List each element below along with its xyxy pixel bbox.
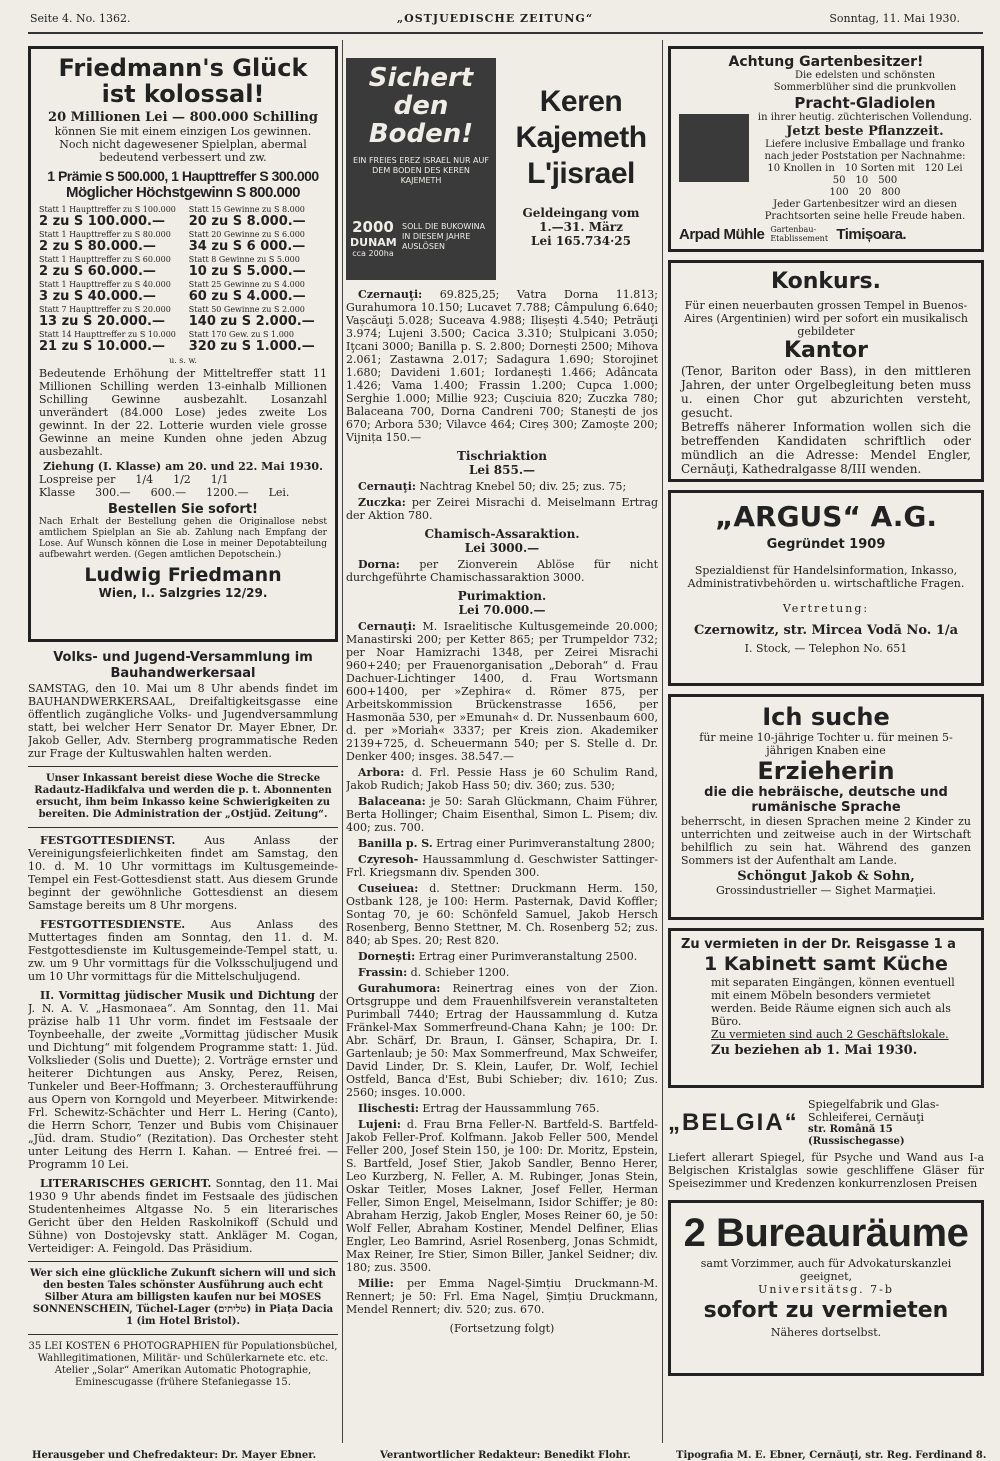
kk-entry	[346, 1118, 658, 1274]
prices-row	[39, 473, 327, 486]
konkurs-kantor: Kantor	[783, 338, 869, 363]
kk-entry	[346, 882, 658, 947]
page-header	[30, 12, 960, 32]
ad-title-2: ist kolossal!	[101, 80, 265, 108]
kk-text: per Zionverein Ablöse für nicht durchgeführte Chamischassaraktion 3000.	[346, 558, 658, 584]
garden-l3: in ihrer heutig. züchterischen Vollendung.	[757, 112, 973, 123]
column-right	[668, 40, 984, 1443]
prize-cell	[189, 330, 327, 354]
kk-entry	[346, 837, 658, 850]
garden-price-cell: 100	[829, 187, 849, 198]
kk-place: Frassin:	[358, 966, 408, 979]
prize-statt: Statt 15 Gewinne zu S 8.000	[188, 205, 305, 214]
kk-section-sum: Lei 3000.—	[464, 541, 540, 555]
kk-text: Nachtrag Knebel 50; div. 25; zus. 75;	[419, 480, 627, 493]
argus-stock: I. Stock, — Telephon No. 651	[744, 642, 908, 655]
prize-cell	[39, 305, 177, 329]
suche-name: Schöngut Jakob & Sohn,	[737, 869, 915, 884]
footer-printer: Tipografia M. E. Ebner, Cernăuţi, str. Reg. Ferdinand 8.	[676, 1450, 987, 1461]
kk-place: Milie:	[358, 1277, 394, 1290]
garden-ad	[668, 46, 984, 252]
news-text: der J. N. A. V. „Hasmonaea“. Am Sonntag, den 11. Mai präzise halb 11 Uhr vorm. findet im Festsaale der Toynbeehalle, der zweite „Vormittag jüdischer Musik und Dichtung“ mit folgendem Programme statt: 1. Jüd. Volkslieder (Solis und Duette); 2. Vorträge ernster und heiterer Dichtungen aus Ansky, Perez, Reisen, Tunkeler und Beer-Hoffmann; 3. Orchesteraufführung aus Opern von Korngold und Meyerbeer. Mitwirkende: Frl. Schewitz-Schächter und Herr L. Hering (Canto), die Herrn Schorr, Tenzer und Bubis vom Chișinauer „Jüd. dram. Studio“ (Rezitation). Das Orchester steht unter Leitung des Herrn I. Kahan. — Entreé frei. — Programm 10 Lei.	[28, 989, 338, 1171]
news-head: LITERARISCHES GERICHT.	[40, 1177, 212, 1190]
keren-list	[346, 288, 658, 1316]
kk-entry	[346, 950, 658, 963]
garden-price-row	[757, 187, 973, 199]
suche-l3: beherrscht, in diesen Sprachen meine 2 Kinder zu unterrichten und zeitweise auch in der Wirtschaft behilflich zu sein hat. Während des ganzen Sommers ist der Aufenthalt am Lande.	[681, 815, 971, 867]
volks-notice	[28, 650, 338, 760]
suche-erzieherin: Erzieherin	[757, 757, 895, 785]
news-text: Aus Anlass der Vereinigungsfeierlichkeiten findet am Samstag, den 10. d. M. 10 Uhr vormittags im Kultusgemeinde-Tempel ein Fest-Gottesdienst statt. Aus diesem Grunde beginnt der gewöhnliche Gottesdienst an diesem Samstage bereits um 8 Uhr morgens.	[28, 834, 338, 912]
belgia-r1: Spiegelfabrik und Glas-Schleiferei, Cernăuţi	[808, 1098, 940, 1124]
konkurs-l3: Betreffs näherer Information wollen sich die betreffenden Kandidaten schriftlich oder mündlich an die Adresse: Mendel Engler, Cernăuţi, Kathedralgasse 8/III wenden.	[681, 420, 971, 476]
kk-text: Ertrag einer Purimveranstaltung 2500.	[418, 950, 638, 963]
kk-text: per Zeirei Misrachi d. Meiselmann Ertrag der Aktion 780.	[346, 496, 658, 522]
kk-place: Dorna:	[358, 558, 400, 571]
garden-l4: Jetzt beste Pflanzzeit.	[786, 124, 944, 139]
inkasso-notice: Unser Inkassant bereist diese Woche die Strecke Radautz-Hadikfalva und werden die p. t. Abonnenten ersucht, ihm beim Inkasso keine Schwierigkeiten zu bereiten. Die Administration der „Ostjüd. Zeitung“.	[34, 773, 332, 820]
ad-usw: u. s. w.	[169, 356, 197, 365]
price-full: 1/1	[210, 473, 229, 486]
ad-millions: 20 Millionen Lei — 800.000 Schilling	[48, 110, 318, 125]
divider	[28, 827, 338, 828]
kk-entry	[346, 966, 658, 979]
klasse-row	[39, 486, 327, 499]
bureau-l2: Universitätsg. 7-b	[758, 1283, 894, 1296]
kk-entry	[346, 496, 658, 522]
footer-publisher: Herausgeber und Chefredakteur: Dr. Mayer Ebner.	[32, 1450, 317, 1461]
moses-ad: Wer sich eine glückliche Zukunft sichern will und sich den besten Tales schönster Ausführung auch echt Silber Atura am billigsten kaufen nur bei MOSES SONNENSCHEIN, Tüchel-Lager (טליתים) in Piața Dacia 1 (im Hotel Bristol).	[30, 1268, 336, 1327]
bureau-ad	[668, 1200, 984, 1376]
keren-poster	[346, 58, 496, 280]
kk-place: Dornești:	[358, 950, 416, 963]
kk-text: Reinertrag eines von der Zion. Ortsgruppe und dem Frauenhilfsverein veranstalteten Purimball 7440; Ertrag der Haussammlung d. Kutza Fränkel-Max Sommerfreund-Chana Kahn; je 100: Dr. Abr. Schärf, Dr. Braun, I. Gänser, Schapira, Dr. I. Gartenlaub; je 50: Max Sommerfreund, Max Schweifer, David Linder, Dr. S. Klein, Laufer, Dr. Wolf, Iechiel Ostfeld, Banca d'Est, Bubi Schieber; div. 1610; Zus. 2560; insges. 10.000.	[346, 982, 658, 1099]
suche-l1: für meine 10-jährige Tochter u. für meinen 5-jährigen Knaben eine	[699, 731, 953, 757]
kk-section-sum: Lei 70.000.—	[458, 603, 546, 617]
poster-dunam	[350, 218, 396, 258]
argus-vertretung: Vertretung:	[782, 602, 870, 615]
vermieten-l4: Zu beziehen ab 1. Mai 1930.	[711, 1043, 918, 1058]
kk-text: d. Frau Brna Feller-N. Bartfeld-S. Bartfeld-Jakob Feller-Prof. Kolfmann. Jakob Feller 500, Mendel Feller 200, Josef Stein 150, je 100: Dr. Moritz, Epstein, S. Bartfeld, Josef Stier, Jakob Sandler, Benno Herer, Leo Kurzberg, N. Feller, A. M. Rubinger, Jonas Stein, Oskar Teitler, Moses Lakner, Josef Feller, Herman Feller, Simon Engel, Meiselmann, Isidor Schiffer; je 80: Abraham Herzig, Jakob Engler, Moses Reiner 60, je 50: Wolf Feller, Abraham Kostiner, Mendel Delfiner, Elias Engler, Leo Bamrind, Asriel Rosenberg, Jonas Schmidt, Max Reiner, Ire Stier, Simon Biller, Jankel Seidner; div. 180; zus. 3500.	[346, 1118, 658, 1274]
klasse-label: Klasse	[39, 486, 76, 499]
garden-price-cell: 20	[858, 187, 872, 198]
prize-amount: 34 zu S 6 000.—	[188, 239, 306, 254]
kk-entry	[346, 853, 658, 879]
prize-statt: Statt 50 Gewinne zu S 2.000	[188, 305, 305, 314]
garden-price-cell: 500	[878, 175, 898, 186]
ad-name: Ludwig Friedmann	[84, 564, 282, 586]
kk-entry	[346, 620, 658, 763]
prize-statt: Statt 20 Gewinne zu S 6.000	[188, 230, 305, 239]
prize-amount: 13 zu S 20.000.—	[39, 314, 165, 329]
price-quarter: 1/4	[135, 473, 154, 486]
column-divider-2	[662, 40, 663, 1443]
kk-entry	[346, 1277, 658, 1316]
news-head: II. Vormittag jüdischer Musik und Dichtung	[40, 989, 315, 1002]
konkurs-ad	[668, 260, 984, 482]
kk-text: je 50: Sarah Glückmann, Chaim Führer, Berta Hollinger; Chaim Eisenthal, Simon L. Pisem; div. 400; zus. 700.	[346, 795, 658, 834]
belgia-ad	[668, 1098, 984, 1194]
belgia-title: „BELGIA“	[668, 1109, 799, 1136]
garden-city: Timișoara.	[836, 225, 907, 243]
bureau-big: sofort zu vermieten	[703, 1298, 949, 1323]
garden-l2: Pracht-Gladiolen	[794, 94, 936, 112]
kk-text: per Emma Nagel-Șimțiu Druckmann-M. Rennert; je 50: Frl. Ema Nagel, Șimțiu Druckmann, Mendel Rennert; div. 520; zus. 670.	[346, 1277, 658, 1316]
kk-section-title: Chamisch-Assaraktion.	[424, 527, 580, 541]
kk-entry	[346, 288, 658, 444]
column-middle	[346, 40, 658, 1443]
kk-place: Zuczka:	[358, 496, 406, 509]
kk-section-title: Purimaktion.	[457, 589, 547, 603]
prize-row	[39, 280, 327, 304]
prices-label: Lospreise per	[39, 473, 116, 486]
garden-price-cell: 50	[832, 175, 846, 186]
prize-statt: Statt 14 Haupttreffer zu S 10.000	[39, 330, 176, 339]
ad-intro: können Sie mit einem einzigen Los gewinnen. Noch nicht dagewesener Spielplan, abermal bedeutend verbessert und zw.	[54, 125, 312, 164]
suche-ad	[668, 694, 984, 920]
volks-title: Volks- und Jugend-Versammlung im Bauhandwerkersaal	[53, 650, 313, 681]
prize-cell	[39, 255, 177, 279]
news-item	[28, 1177, 338, 1255]
kk-place: Lujeni:	[358, 1118, 401, 1131]
garden-price-cell: 10	[855, 175, 869, 186]
kk-section-sum: Lei 855.—	[468, 463, 536, 477]
kk-entry	[346, 982, 658, 1099]
prize-amount: 21 zu S 10.000.—	[39, 339, 165, 354]
belgia-body: Liefert allerart Spiegel, für Psyche und Wand aus I-a Belgischen Kristalglas sowie geschliffene Gläser für Speisezimmer und Kredenzen konkurrenzlosen Preisen	[668, 1151, 984, 1190]
garden-title: Achtung Gartenbesitzer!	[728, 54, 924, 70]
divider	[28, 766, 338, 767]
suche-address: Grossindustrieller — Sighet Marmaţiei.	[716, 884, 936, 897]
keren-header	[346, 58, 658, 284]
prize-row	[39, 305, 327, 329]
kk-place: Ilischesti:	[358, 1102, 419, 1115]
keren-g1: Geldeingang vom	[522, 206, 640, 220]
argus-title: „ARGUS“ A.G.	[714, 500, 938, 533]
prize-cell	[189, 305, 327, 329]
argus-ad	[668, 490, 984, 686]
garden-price-row	[757, 175, 973, 187]
vermieten-l3: Zu vermieten sind auch 2 Geschäftslokale.	[711, 1028, 949, 1041]
prize-amount: 2 zu S 80.000.—	[39, 239, 156, 254]
prize-statt: Statt 1 Haupttreffer zu S 60.000	[39, 255, 171, 264]
kk-text: Ertrag einer Purimveranstaltung 2800;	[436, 837, 655, 850]
kk-place: Cuseiuea:	[358, 882, 419, 895]
bureau-l1: samt Vorzimmer, auch für Advokaturskanzlei geeignet,	[700, 1257, 952, 1283]
kk-text: M. Israelitische Kultusgemeinde 20.000; Manastirski 200; per Ketter 865; per Trumpeldor 732; per Noar Hamizrachi 1348, per Zeirei Misrachi 960+240; per Frauenorganisation „Deborah“ d. Frau Dachuer-Lichtinger 1400, d. Frau Wortsmann 600+1400, per »Zephira« d. Römer 875, per Arbeitskommission Brückenstrasse 1656, per Hasmonäa 530, per »Emunah« d. Dr. Nussenbaum 600, d. per »Moriah« 3337; per Kreis zion. Akademiker 2139+725, d. Scheuermann 540; per S. Stelle d. Dr. Denker 400; insges. 38.547.—	[346, 620, 658, 763]
kk-place: Cernauţi:	[358, 620, 416, 633]
belgia-r2: str. Română 15 (Russischegasse)	[808, 1124, 905, 1147]
vermieten-l1: Zu vermieten in der Dr. Reisgasse 1 a	[681, 937, 956, 952]
prize-row	[39, 205, 327, 229]
prize-cell	[39, 330, 177, 354]
garden-l6: Jeder Gartenbesitzer wird an diesen Prachtsorten seine helle Freude haben.	[764, 199, 966, 222]
footer-editor: Verantwortlicher Redakteur: Benedikt Flohr.	[380, 1450, 631, 1461]
garden-price-cell: 800	[881, 187, 901, 198]
garden-l5: Liefere inclusive Emballage und franko nach jeder Poststation per Nachnahme:	[764, 139, 966, 162]
kk-entry	[346, 558, 658, 584]
news-head: FESTGOTTESDIENSTE.	[40, 918, 186, 931]
volks-body: SAMSTAG, den 10. Mai um 8 Uhr abends findet im BAUHANDWERKERSAAL, Dreifaltigkeitsgasse eine öffentlich zugängliche Volks- und Jugendversammlung statt, bei welcher Herr Senator Dr. Mayer Ebner, Dr. Jakob Geller, Adv. Sternberg programmatische Reden zur Frage der Kultuswahlen halten werden.	[28, 682, 338, 760]
kk-place: Arbora:	[358, 766, 405, 779]
garden-l1: Die edelsten und schönsten Sommerblüher sind die prunkvollen	[773, 70, 957, 93]
ad-small-print: Nach Erhalt der Bestellung gehen die Originallose nebst amtlichem Spielplan an Sie ab. Zahlung nach Empfang der Lose. Auf Wunsch können die Lose in meiner Depotabteilung aufbewahrt werden. (Gegen amtlichen Depotschein.)	[39, 517, 327, 560]
garden-small: Gartenbau-Etablissement	[770, 225, 829, 243]
news-text: Sonntag, den 11. Mai 1930 9 Uhr abends findet im Festsaale des jüdischen Studentenheimes Altgasse No. 5 ein literarisches Gericht über den Helden Raskolnikoff (Schuld und Sühne) von Dostojevsky statt. Ankläger M. Cogan, Verteidiger: A. Feingold. Das Präsidium.	[28, 1177, 338, 1255]
kk-entry	[346, 480, 658, 493]
ad-body: Bedeutende Erhöhung der Mitteltreffer statt 11 Millionen Schilling werden 13-einhalb Millionen Schilling Gewinne ausbezahlt. Losanzahl unverändert (84.000 Lose) jedes zweite Los gewinnt. In der 22. Lotterie wurden viele grosse Gewinne an meine Kunden ohne jeden Abzug ausbezahlt.	[39, 367, 327, 458]
photo-ad: 35 LEI KOSTEN 6 PHOTOGRAPHIEN für Populationsbüchel, Wahllegitimationen, Militär- und Schülerkarnete etc. etc. Atelier „Solar“ Amerikan Automatic Photographie, Eminescugasse (frühere Stefaniegasse 15.	[28, 1341, 338, 1388]
prize-amount: 3 zu S 40.000.—	[39, 289, 156, 304]
suche-l2: die die hebräische, deutsche und rumänische Sprache	[704, 785, 948, 815]
prize-cell	[189, 205, 327, 229]
kk-text: d. Schieber 1200.	[410, 966, 510, 979]
poster-sub: EIN FREIES EREZ ISRAEL NUR AUF DEM BODEN DES KEREN KAJEMETH	[353, 156, 489, 185]
news-item	[28, 989, 338, 1171]
bureau-l3: Näheres dortselbst.	[770, 1326, 882, 1339]
kk-text: d. Frl. Pessie Hass je 60 Schulim Rand, Jakob Rudich; Jakob Hass 50; div. 360; zus. 530;	[346, 766, 658, 792]
kk-place: Balaceana:	[358, 795, 426, 808]
issue-date: Sonntag, 11. Mai 1930.	[829, 12, 960, 25]
ad-max-win: Möglicher Höchstgewinn S 800.000	[65, 184, 301, 201]
prize-amount: 2 zu S 60.000.—	[39, 264, 156, 279]
divider	[28, 1334, 338, 1335]
prize-row	[39, 255, 327, 279]
vermieten-ad	[668, 928, 984, 1088]
news-head: FESTGOTTESDIENST.	[40, 834, 176, 847]
kk-entry	[346, 766, 658, 792]
kk-text: Haussammlung d. Geschwister Sattinger-Frl. Kriegsmann div. Spenden 300.	[346, 853, 658, 879]
poster-unit: DUNAM	[350, 236, 397, 249]
gladiolus-image	[679, 114, 749, 182]
newspaper-title: „OSTJUEDISCHE ZEITUNG“	[396, 12, 594, 25]
keren-title-block	[496, 58, 658, 284]
prize-cell	[39, 205, 177, 229]
prize-amount: 2 zu S 100.000.—	[39, 214, 165, 229]
prize-row	[39, 330, 327, 354]
prize-amount: 60 zu S 4.000.—	[188, 289, 306, 304]
prize-statt: Statt 25 Gewinne zu S 4.000	[188, 280, 305, 289]
garden-price-cell: 10 Knollen in	[767, 163, 835, 174]
prize-table	[39, 205, 327, 354]
ad-premium: 1 Prämie S 500.000, 1 Haupttreffer S 300.000	[47, 168, 319, 184]
ad-title-1: Friedmann's Glück	[58, 54, 308, 82]
garden-price-cell: 120 Lei	[924, 163, 963, 174]
prize-cell	[189, 280, 327, 304]
poster-number: 2000	[352, 218, 394, 236]
prize-statt: Statt 170 Gew. zu S 1.000	[188, 330, 294, 339]
kk-place: Cernauţi:	[358, 480, 416, 493]
ad-ziehung: Ziehung (I. Klasse) am 20. und 22. Mai 1930.	[43, 460, 323, 473]
konkurs-l2: (Tenor, Bariton oder Bass), in den mittleren Jahren, der unter Orgelbegleitung beten muss u. einen Chor gut abzurichten versteht, gesucht.	[681, 364, 971, 420]
keren-title: Keren Kajemeth L'jisrael	[515, 85, 647, 190]
prize-amount: 20 zu S 8.000.—	[188, 214, 306, 229]
page-number: Seite 4. No. 1362.	[30, 12, 131, 25]
klasse-half: 600.—	[150, 486, 187, 499]
prize-statt: Statt 7 Haupttreffer zu S 20.000	[39, 305, 171, 314]
keren-g2: 1.—31. März	[539, 220, 623, 234]
prize-cell	[39, 230, 177, 254]
ad-order-now: Bestellen Sie sofort!	[108, 502, 258, 517]
prize-statt: Statt 8 Gewinne zu S 5.000	[188, 255, 300, 264]
fortsetzung: (Fortsetzung folgt)	[449, 1322, 555, 1335]
argus-founded: Gegründet 1909	[766, 537, 886, 552]
news-text: Aus Anlass des Muttertages finden am Sonntag, den 11. d. M. Festgottesdienste im Kultusgemeinde-Tempel statt, u. zw. um 9 Uhr vormittags für die Volksschuljugend und um 10 Uhr vormittags für die Mittelschuljugend.	[28, 918, 338, 983]
ad-address: Wien, I.. Salzgries 12/29.	[98, 586, 268, 600]
bureau-title: 2 Bureauräume	[683, 1211, 969, 1255]
konkurs-l1: Für einen neuerbauten grossen Tempel in Buenos-Aires (Argentinien) wird per sofort ein musikalisch gebildeter	[683, 299, 969, 338]
konkurs-title: Konkurs.	[770, 269, 882, 294]
vermieten-l2: mit separaten Eingängen, können eventuell mit einem Möbeln besonders vermietet werden. Beide Räume eignen sich auch als Büro.	[711, 976, 955, 1028]
prize-cell	[39, 280, 177, 304]
friedmann-ad	[28, 46, 338, 642]
prize-cell	[189, 255, 327, 279]
header-rule	[28, 32, 983, 34]
vermieten-big: 1 Kabinett samt Küche	[704, 953, 948, 975]
kk-place: Banilla p. S.	[358, 837, 433, 850]
klasse-unit: Lei.	[268, 486, 290, 499]
argus-city: Czernowitz, str. Mircea Vodă No. 1/a	[693, 623, 959, 638]
prize-amount: 10 zu S 5.000.—	[188, 264, 306, 279]
poster-ha: cca 200ha	[352, 249, 394, 258]
prize-amount: 320 zu S 1.000.—	[188, 339, 315, 354]
divider	[28, 1261, 338, 1262]
poster-right: SOLL DIE BUKOWINA IN DIESEM JAHRE AUSLÖSEN	[402, 222, 486, 251]
kk-text: 69.825,25; Vatra Dorna 11.813; Gurahumora 10.150; Lucavet 7.788; Câmpulung 6.640; Vașcăuţi 5.028; Suceava 4.988; Ilișești 4.540; Petrăuţi 3.974; Lujeni 3.500; Cacica 3.310; Stulpicani 3.050; Iţcani 3000; Banilla p. S. 2.800; Dornești 2500; Mihova 2.061; Zastawna 2.017; Sadagura 1.690; Storojinet 1.680; Davideni 1.601; Iordanești 1.466; Adâncata 1.426; Vama 1.400; Frassin 1.200; Cupca 1.000; Serghie 1.000; Millie 923; Cușciuia 820; Zuczka 780; Balaceana 700, Dorna Candreni 700; Stanești de jos 670; Arbora 530; Vilavce 464; Cireș 300; Zamoște 200; Vijnița 150.—	[346, 288, 658, 444]
news-list	[28, 834, 338, 1255]
prize-statt: Statt 1 Haupttreffer zu S 100.000	[39, 205, 176, 214]
argus-l1: Spezialdienst für Handelsinformation, Inkasso, Administrativbehörden u. wirtschaftliche Fragen.	[687, 564, 965, 590]
kk-section-title: Tischriaktion	[456, 449, 548, 463]
kk-entry	[346, 795, 658, 834]
price-half: 1/2	[173, 473, 191, 486]
garden-price-rows	[757, 163, 973, 199]
poster-title: Sichert den Boden!	[368, 63, 474, 149]
suche-title: Ich suche	[762, 703, 890, 731]
prize-statt: Statt 1 Haupttreffer zu S 40.000	[39, 280, 171, 289]
prize-statt: Statt 1 Haupttreffer zu S 80.000	[39, 230, 171, 239]
column-left	[28, 40, 338, 1443]
garden-price-row	[757, 163, 973, 175]
garden-price-cell: 10 Sorten mit	[844, 163, 915, 174]
kk-place: Gurahumora:	[358, 982, 441, 995]
column-divider-1	[342, 40, 343, 1443]
klasse-full: 1200.—	[206, 486, 249, 499]
news-item	[28, 834, 338, 912]
kk-text: Ertrag der Haussammlung 765.	[422, 1102, 600, 1115]
garden-name: Arpad Mühle	[679, 225, 765, 243]
prize-amount: 140 zu S 2.000.—	[188, 314, 315, 329]
kk-entry	[346, 1102, 658, 1115]
kk-text: d. Stettner: Druckmann Herm. 150, Ostbank 128, je 100: Herm. Pasternak, David Koffler; Sontag 70, je 60: Schönfeld Samuel, Jakob Hersch Rosenberg, Benno Stettner, M. Ch. Rosenberg 52; zus. 840; ab Spes. 20; Rest 820.	[346, 882, 658, 947]
prize-row	[39, 230, 327, 254]
news-item	[28, 918, 338, 983]
prize-cell	[189, 230, 327, 254]
kk-place: Czernauţi:	[358, 288, 423, 301]
kk-place: Czyresoh-	[358, 853, 419, 866]
keren-g3: Lei 165.734·25	[531, 234, 631, 248]
klasse-quarter: 300.—	[95, 486, 131, 499]
